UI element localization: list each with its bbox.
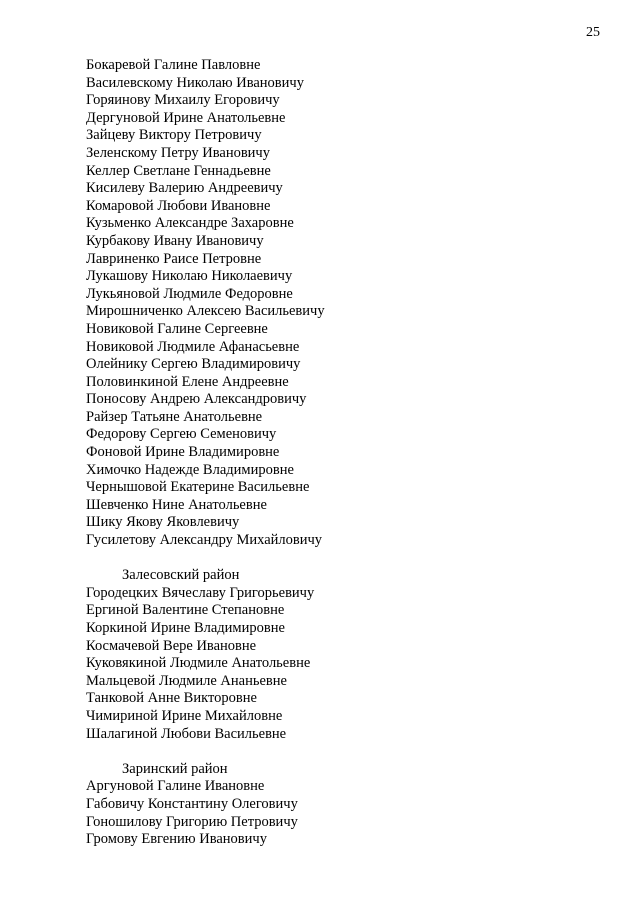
list-item: Чернышовой Екатерине Васильевне (86, 479, 310, 496)
list-item: Василевскому Николаю Ивановичу (86, 74, 304, 91)
list-item: Зайцеву Виктору Петровичу (86, 127, 262, 144)
list-item: Чимириной Ирине Михайловне (86, 707, 283, 724)
list-item: Танковой Анне Викторовне (86, 690, 257, 707)
list-item: Гусилетову Александру Михайловичу (86, 532, 323, 549)
list-item: Габовичу Константину Олеговичу (86, 795, 298, 812)
list-item: Химочко Надежде Владимировне (86, 461, 294, 478)
list-item: Половинкиной Елене Андреевне (86, 373, 289, 390)
list-item: Громову Евгению Ивановичу (86, 831, 267, 848)
list-item: Зеленскому Петру Ивановичу (86, 144, 270, 161)
list-item: Келлер Светлане Геннадьевне (86, 162, 271, 179)
document-body (86, 57, 606, 849)
list-item: Городецких Вячеславу Григорьевичу (86, 584, 315, 601)
section-zarinsky (86, 761, 606, 849)
list-item: Кузьменко Александре Захаровне (86, 215, 294, 232)
list-item: Кисилеву Валерию Андреевичу (86, 180, 283, 197)
list-item: Лукашову Николаю Николаевичу (86, 268, 293, 285)
list-item: Горяинову Михаилу Егоровичу (86, 92, 280, 109)
list-item: Гоношилову Григорию Петровичу (86, 813, 298, 830)
list-item: Олейнику Сергею Владимировичу (86, 356, 301, 373)
section-heading: Залесовский район (122, 567, 240, 584)
section-heading: Заринский район (122, 760, 228, 777)
list-item: Ергиной Валентине Степановне (86, 602, 285, 619)
names-list-top (86, 57, 606, 550)
section-zalesovsky (86, 567, 606, 743)
list-item: Коркиной Ирине Владимировне (86, 620, 285, 636)
list-item: Космачевой Вере Ивановне (86, 637, 257, 654)
list-item: Новиковой Людмиле Афанасьевне (86, 338, 300, 355)
list-item: Дергуновой Ирине Анатольевне (86, 109, 286, 126)
list-item: Лавриненко Раисе Петровне (86, 250, 262, 267)
list-item: Мирошниченко Алексею Васильевичу (86, 303, 325, 320)
list-item: Комаровой Любови Ивановне (86, 197, 271, 214)
list-item: Аргуновой Галине Ивановне (86, 778, 265, 795)
list-item: Шалагиной Любови Васильевне (86, 725, 287, 742)
list-item: Куковякиной Людмиле Анатольевне (86, 655, 311, 672)
list-item: Новиковой Галине Сергеевне (86, 320, 268, 337)
list-item: Фоновой Ирине Владимировне (86, 444, 280, 461)
list-item: Поносову Андрею Александровичу (86, 391, 307, 408)
list-item: Бокаревой Галине Павловне (86, 57, 261, 73)
list-item: Шевченко Нине Анатольевне (86, 496, 267, 513)
list-item: Федорову Сергею Семеновичу (86, 426, 277, 443)
list-item: Мальцевой Людмиле Ананьевне (86, 672, 287, 689)
page-number: 25 (586, 25, 600, 40)
list-item: Шику Якову Яковлевичу (86, 514, 240, 531)
list-item: Лукьяновой Людмиле Федоровне (86, 285, 293, 302)
list-item: Райзер Татьяне Анатольевне (86, 408, 263, 425)
list-item: Курбакову Ивану Ивановичу (86, 232, 264, 249)
